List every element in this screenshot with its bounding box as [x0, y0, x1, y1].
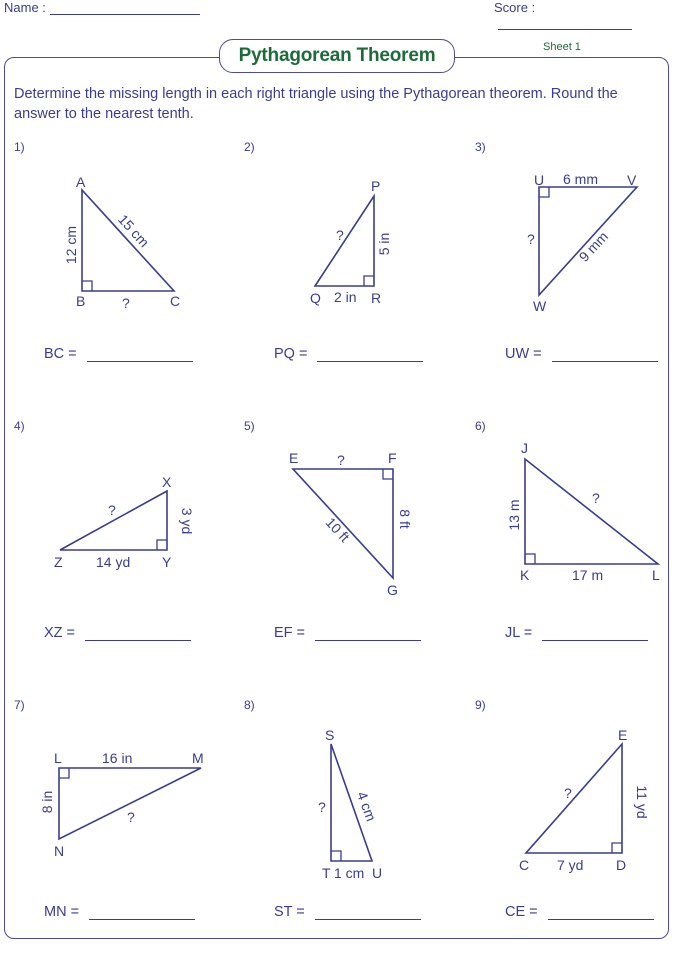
answer-line[interactable]	[505, 625, 648, 641]
svg-text:G: G	[387, 582, 398, 598]
svg-text:Q: Q	[310, 290, 321, 306]
problem-8	[244, 698, 469, 968]
problem-number: 6)	[475, 419, 486, 433]
svg-text:14 yd: 14 yd	[96, 554, 131, 570]
svg-text:2 in: 2 in	[334, 289, 357, 305]
svg-text:9 mm: 9 mm	[575, 228, 612, 265]
svg-text:W: W	[533, 298, 547, 314]
triangle-diagram	[475, 419, 673, 619]
problem-1	[14, 140, 239, 410]
problem-2	[244, 140, 469, 410]
svg-text:P: P	[371, 178, 381, 194]
problem-9	[475, 698, 673, 968]
svg-text:T: T	[322, 865, 331, 881]
problem-3	[475, 140, 673, 410]
problem-number: 3)	[475, 140, 486, 154]
answer-label: MN =	[44, 904, 80, 920]
svg-text:7 yd: 7 yd	[557, 857, 584, 873]
answer-label: BC =	[44, 346, 77, 362]
answer-line[interactable]	[505, 346, 658, 362]
triangle-diagram	[14, 419, 239, 619]
problem-4	[14, 419, 239, 689]
answer-blank[interactable]	[89, 905, 195, 920]
svg-text:R: R	[371, 290, 382, 306]
triangle-diagram	[14, 698, 239, 898]
svg-text:B: B	[76, 293, 86, 309]
answer-blank[interactable]	[85, 626, 191, 641]
svg-text:16 in: 16 in	[102, 750, 133, 766]
svg-text:L: L	[54, 750, 62, 766]
answer-line[interactable]	[274, 904, 421, 920]
instructions: Determine the missing length in each right triangle using the Pythagorean theorem. Round the answer to the nearest tenth.	[14, 86, 618, 122]
name-field[interactable]	[4, 0, 200, 15]
sheet-label: Sheet 1	[543, 41, 581, 53]
svg-text:F: F	[388, 450, 397, 466]
problem-5	[244, 419, 469, 689]
svg-text:?: ?	[527, 231, 535, 247]
triangle-diagram	[244, 698, 469, 898]
answer-label: JL =	[505, 625, 533, 641]
svg-text:J: J	[521, 440, 528, 456]
title-text: Pythagorean Theorem	[238, 45, 436, 66]
answer-line[interactable]	[44, 625, 191, 641]
worksheet-title	[219, 39, 455, 73]
svg-text:15 cm: 15 cm	[115, 211, 153, 251]
svg-text:?: ?	[108, 502, 116, 518]
problem-number: 9)	[475, 698, 486, 712]
svg-text:10 ft: 10 ft	[322, 514, 353, 546]
problem-number: 4)	[14, 419, 25, 433]
svg-text:N: N	[54, 843, 65, 859]
svg-text:8 ft: 8 ft	[397, 509, 413, 529]
svg-text:17 m: 17 m	[572, 567, 604, 583]
answer-blank[interactable]	[87, 347, 193, 362]
answer-line[interactable]	[44, 346, 193, 362]
svg-text:?: ?	[122, 295, 130, 311]
answer-blank[interactable]	[315, 626, 421, 641]
svg-text:8 in: 8 in	[39, 790, 55, 814]
answer-blank[interactable]	[552, 347, 658, 362]
svg-text:11 yd: 11 yd	[634, 785, 650, 819]
triangle-diagram	[475, 698, 673, 898]
answer-blank[interactable]	[317, 347, 423, 362]
answer-label: XZ =	[44, 625, 76, 641]
problem-number: 5)	[244, 419, 255, 433]
svg-text:5 in: 5 in	[376, 232, 392, 256]
score-field[interactable]	[494, 0, 673, 30]
svg-text:L: L	[652, 567, 660, 583]
svg-text:12 cm: 12 cm	[63, 225, 79, 265]
problem-number: 8)	[244, 698, 255, 712]
name-blank[interactable]	[50, 0, 200, 15]
answer-blank[interactable]	[542, 626, 648, 641]
problem-7	[14, 698, 239, 968]
svg-text:?: ?	[592, 490, 600, 506]
answer-line[interactable]	[505, 904, 654, 920]
svg-text:6 mm: 6 mm	[563, 171, 598, 187]
score-label: Score :	[494, 0, 536, 15]
problem-number: 2)	[244, 140, 255, 154]
svg-text:?: ?	[127, 809, 135, 825]
svg-text:?: ?	[564, 785, 572, 801]
problem-number: 1)	[14, 140, 25, 154]
svg-text:S: S	[325, 727, 335, 743]
triangle-diagram	[244, 140, 469, 340]
triangle-diagram	[475, 140, 673, 340]
svg-text:1 cm: 1 cm	[334, 865, 365, 881]
svg-text:4 cm: 4 cm	[353, 789, 380, 824]
triangle-diagram	[244, 419, 469, 619]
svg-text:D: D	[616, 857, 627, 873]
svg-text:?: ?	[336, 227, 344, 243]
svg-text:E: E	[618, 727, 628, 743]
svg-text:?: ?	[337, 452, 345, 468]
svg-text:E: E	[289, 450, 299, 466]
answer-label: ST =	[274, 904, 305, 920]
score-blank[interactable]	[498, 15, 632, 30]
svg-text:K: K	[520, 567, 530, 583]
answer-label: EF =	[274, 625, 306, 641]
answer-blank[interactable]	[315, 905, 421, 920]
svg-text:?: ?	[318, 799, 326, 815]
answer-label: PQ =	[274, 346, 308, 362]
answer-line[interactable]	[274, 346, 423, 362]
svg-text:U: U	[372, 865, 383, 881]
answer-label: UW =	[505, 346, 542, 362]
svg-text:A: A	[76, 174, 86, 190]
svg-text:X: X	[162, 474, 172, 490]
svg-text:Y: Y	[162, 554, 172, 570]
answer-line[interactable]	[274, 625, 421, 641]
answer-label: CE =	[505, 904, 538, 920]
svg-text:U: U	[534, 172, 545, 188]
name-label: Name :	[4, 0, 46, 15]
answer-blank[interactable]	[548, 905, 654, 920]
problem-number: 7)	[14, 698, 25, 712]
answer-line[interactable]	[44, 904, 195, 920]
svg-text:3 yd: 3 yd	[179, 507, 195, 535]
problem-6	[475, 419, 673, 689]
svg-text:V: V	[627, 172, 637, 188]
triangle-diagram	[14, 140, 239, 340]
svg-text:13 m: 13 m	[506, 499, 522, 531]
svg-text:M: M	[192, 750, 204, 766]
svg-text:C: C	[519, 857, 530, 873]
svg-text:Z: Z	[54, 554, 63, 570]
svg-text:C: C	[170, 293, 181, 309]
